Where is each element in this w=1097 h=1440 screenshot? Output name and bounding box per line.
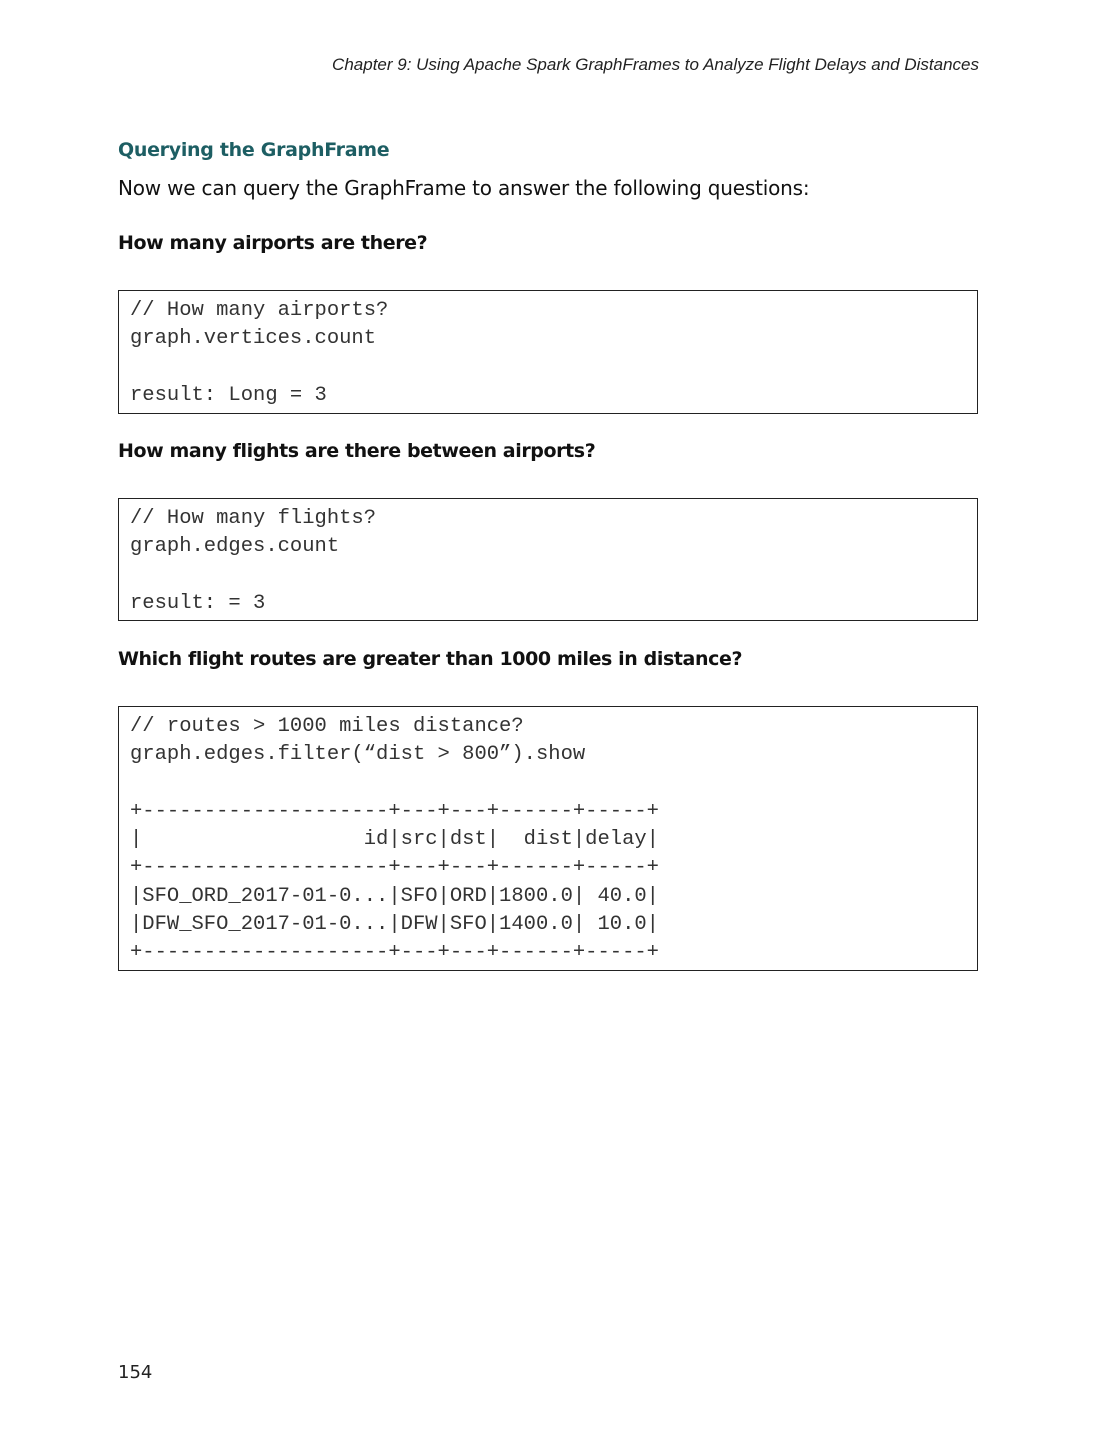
code-line [130, 770, 966, 798]
section-heading: Querying the GraphFrame [118, 139, 390, 161]
question-airports: How many airports are there? [118, 232, 428, 254]
code-line [130, 354, 966, 382]
code-block-airports [118, 290, 978, 414]
intro-paragraph: Now we can query the GraphFrame to answer the following questions: [118, 176, 810, 200]
running-header: Chapter 9: Using Apache Spark GraphFrames to Analyze Flight Delays and Distances [332, 55, 979, 74]
code-line: graph.edges.count [130, 535, 340, 559]
code-line: // How many airports? [130, 299, 389, 322]
code-line: graph.vertices.count [130, 327, 377, 351]
page-number: 154 [118, 1362, 153, 1383]
code-line: graph.edges.filter(“dist > 800”).show [130, 743, 586, 767]
table-border-line: +--------------------+---+---+------+-----+ [130, 856, 659, 880]
code-line: result: Long = 3 [130, 383, 327, 407]
table-row: |DFW_SFO_2017-01-0...|DFW|SFO|1400.0| 10.0| [130, 913, 659, 937]
table-row: |SFO_ORD_2017-01-0...|SFO|ORD|1800.0| 40.0| [130, 884, 659, 908]
question-flights: How many flights are there between airports? [118, 440, 596, 462]
code-line: // How many flights? [130, 507, 377, 530]
table-header-row: | id|src|dst| dist|delay| [130, 828, 659, 852]
code-block-long-routes [118, 706, 978, 971]
code-line: result: = 3 [130, 591, 266, 615]
code-block-flights [118, 498, 978, 621]
question-long-routes: Which flight routes are greater than 1000 miles in distance? [118, 648, 743, 670]
code-line [130, 562, 966, 590]
table-border-line: +--------------------+---+---+------+-----+ [130, 941, 659, 965]
table-border-line: +--------------------+---+---+------+-----+ [130, 799, 659, 823]
code-line: // routes > 1000 miles distance? [130, 715, 524, 738]
